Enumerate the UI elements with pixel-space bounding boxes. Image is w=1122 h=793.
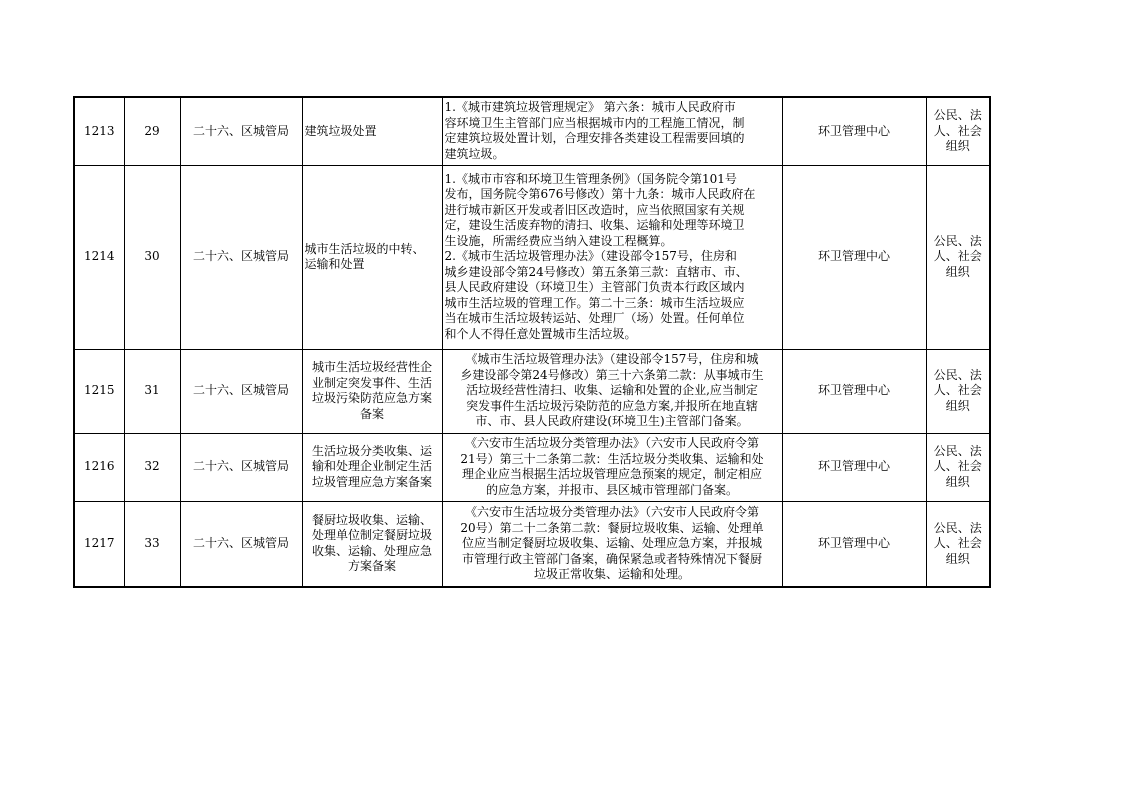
item-name-line: 处理单位制定餐厨垃圾 (311, 528, 432, 543)
legal-basis-line: 1.《城市市容和环境卫生管理条例》（国务院令第101号 (444, 171, 737, 186)
table-row (74, 501, 990, 587)
legal-basis-line: 容环境卫生主管部门应当根据城市内的工程施工情况，制 (444, 115, 745, 130)
item-name-cell (302, 433, 442, 501)
serial-number-cell: 1217 (74, 501, 124, 587)
subject-line: 公民、法 (933, 367, 982, 382)
legal-basis-line: 定建筑垃圾处置计划，合理安排各类建设工程需要回填的 (444, 131, 745, 146)
applicant-subject-cell (926, 349, 990, 433)
subject-line: 人、社会 (933, 536, 982, 550)
implementing-agency-cell: 环卫管理中心 (782, 433, 926, 501)
implementing-agency-cell: 环卫管理中心 (782, 165, 926, 349)
item-name-line: 备案 (359, 406, 384, 421)
item-name-line: 垃圾管理应急方案备案 (311, 474, 432, 489)
serial-number-cell: 1213 (74, 97, 124, 165)
legal-basis-line: 建筑垃圾。 (444, 146, 505, 161)
subject-line: 组织 (945, 551, 970, 566)
legal-basis-line: 的应急方案，并报市、县区城市管理部门备案。 (485, 482, 738, 497)
item-name-cell (302, 97, 442, 165)
implementing-agency-cell: 环卫管理中心 (782, 349, 926, 433)
implementing-agency-cell: 环卫管理中心 (782, 97, 926, 165)
sub-number-cell: 30 (124, 165, 180, 349)
item-name-line: 方案备案 (347, 559, 396, 574)
subject-line: 人、社会 (933, 249, 982, 264)
subject-line: 人、社会 (933, 459, 982, 474)
legal-basis-line: 理企业应当根据生活垃圾管理应急预案的规定，制定相应 (461, 467, 762, 481)
legal-basis-cell (442, 165, 782, 349)
legal-basis-line: 1.《城市建筑垃圾管理规定》 第六条：城市人民政府市 (444, 100, 736, 115)
applicant-subject-cell (926, 97, 990, 165)
legal-basis-cell (442, 501, 782, 587)
power-list-table (73, 96, 991, 588)
sub-number-cell: 33 (124, 501, 180, 587)
serial-number-cell: 1215 (74, 349, 124, 433)
department-cell: 二十六、区城管局 (180, 349, 302, 433)
item-name-line: 输和处理企业制定生活 (311, 459, 432, 474)
department-cell: 二十六、区城管局 (180, 501, 302, 587)
legal-basis-cell (442, 97, 782, 165)
legal-basis-line: 进行城市新区开发或者旧区改造时，应当依照国家有关规 (444, 202, 745, 217)
item-name-line: 城市生活垃圾经营性企 (311, 360, 432, 374)
legal-basis-line: 活垃圾经营性清扫、收集、运输和处置的企业,应当制定 (466, 383, 758, 398)
legal-basis-line: 《六安市生活垃圾分类管理办法》（六安市人民政府令第 (464, 436, 759, 450)
applicant-subject-cell (926, 433, 990, 501)
legal-basis-line: 《城市生活垃圾管理办法》（建设部令157号，住房和城 (465, 352, 759, 367)
serial-number-cell: 1216 (74, 433, 124, 501)
subject-line: 公民、法 (933, 520, 982, 535)
applicant-subject-cell (926, 165, 990, 349)
item-name-line: 业制定突发事件、生活 (311, 375, 432, 390)
legal-basis-cell (442, 349, 782, 433)
serial-number-cell: 1214 (74, 165, 124, 349)
department-cell: 二十六、区城管局 (180, 433, 302, 501)
table-row (74, 165, 990, 349)
legal-basis-line: 位应当制定餐厨垃圾收集、运输、处理应急方案，并报城 (461, 536, 762, 550)
legal-basis-line: 突发事件生活垃圾污染防范的应急方案,并报所在地直辖 (466, 398, 758, 413)
subject-line: 组织 (945, 264, 970, 279)
legal-basis-line: 生设施，所需经费应当纳入建设工程概算。 (444, 233, 673, 248)
item-name-line: 生活垃圾分类收集、运 (311, 443, 432, 458)
legal-basis-line: 21号）第三十二条第二款：生活垃圾分类收集、运输和处 (460, 451, 764, 466)
legal-basis-line: 市、市、县人民政府建设(环境卫生)主管部门备案。 (475, 414, 749, 429)
legal-basis-line: 乡建设部令第24号修改）第三十六条第二款：从事城市生 (460, 367, 764, 382)
item-name-cell (302, 501, 442, 587)
legal-basis-line: 城乡建设部令第24号修改）第五条第三款：直辖市、市、 (444, 264, 748, 279)
legal-basis-line: 垃圾正常收集、运输和处理。 (533, 567, 690, 581)
legal-basis-line: 市管理行政主管部门备案，确保紧急或者特殊情况下餐厨 (461, 551, 762, 566)
legal-basis-line: 《六安市生活垃圾分类管理办法》（六安市人民政府令第 (464, 505, 759, 519)
sub-number-cell: 32 (124, 433, 180, 501)
legal-basis-cell (442, 433, 782, 501)
legal-basis-line: 县人民政府建设（环境卫生）主管部门负责本行政区域内 (444, 280, 745, 295)
item-name-line: 垃圾污染防范应急方案 (311, 391, 432, 405)
subject-line: 公民、法 (933, 108, 982, 122)
subject-line: 公民、法 (933, 233, 982, 248)
item-name-cell (302, 165, 442, 349)
subject-line: 组织 (945, 139, 970, 153)
subject-line: 组织 (945, 398, 970, 413)
table-row (74, 349, 990, 433)
legal-basis-line: 当在城市生活垃圾转运站、处理厂（场）处置。任何单位 (444, 311, 745, 326)
item-name-line: 运输和处置 (304, 257, 365, 271)
sub-number-cell: 31 (124, 349, 180, 433)
subject-line: 公民、法 (933, 443, 982, 458)
department-cell: 二十六、区城管局 (180, 165, 302, 349)
applicant-subject-cell (926, 501, 990, 587)
legal-basis-line: 20号）第二十二条第二款：餐厨垃圾收集、运输、处理单 (460, 520, 764, 535)
sub-number-cell: 29 (124, 97, 180, 165)
subject-line: 组织 (945, 474, 970, 489)
legal-basis-line: 定，建设生活废弃物的清扫、收集、运输和处理等环境卫 (444, 218, 745, 233)
subject-line: 人、社会 (933, 383, 982, 398)
item-name-cell (302, 349, 442, 433)
item-name-line: 城市生活垃圾的中转、 (304, 241, 425, 256)
department-cell: 二十六、区城管局 (180, 97, 302, 165)
legal-basis-line: 发布，国务院令第676号修改）第十九条：城市人民政府在 (444, 187, 756, 202)
table-row (74, 97, 990, 165)
item-name-line: 餐厨垃圾收集、运输、 (311, 512, 432, 527)
legal-basis-line: 和个人不得任意处置城市生活垃圾。 (444, 326, 637, 341)
table-row (74, 433, 990, 501)
item-name-line: 收集、运输、处理应急 (311, 543, 432, 558)
subject-line: 人、社会 (933, 123, 982, 138)
legal-basis-line: 城市生活垃圾的管理工作。第二十三条：城市生活垃圾应 (444, 295, 745, 310)
legal-basis-line: 2.《城市生活垃圾管理办法》（建设部令157号，住房和 (444, 249, 737, 264)
implementing-agency-cell: 环卫管理中心 (782, 501, 926, 587)
item-name-line: 建筑垃圾处置 (304, 123, 377, 138)
